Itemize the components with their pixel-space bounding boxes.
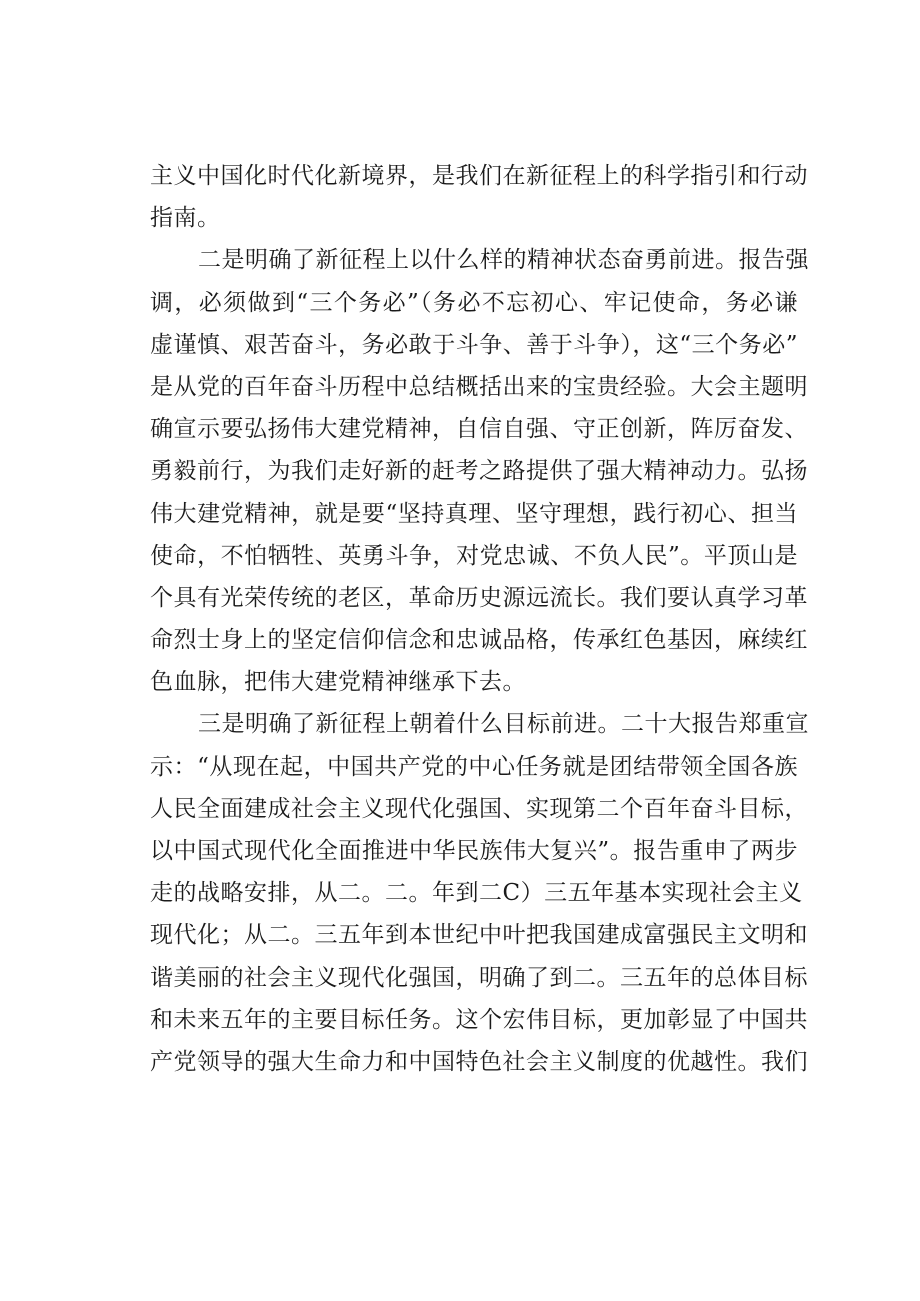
text-line: 现代化；从二。三五年到本世纪中叶把我国建成富强民主文明和 xyxy=(150,922,808,949)
text-line: 伟大建党精神，就是要“坚持真理、坚守理想，践行初心、担当 xyxy=(150,500,798,527)
text-line: 是从党的百年奋斗历程中总结概括出来的宝贵经验。大会主题明 xyxy=(150,373,808,400)
text-line: 命烈士身上的坚定信仰信念和忠诚品格，传承红色基因，麻续红 xyxy=(150,627,808,654)
text-line: 二是明确了新征程上以什么样的精神状态奋勇前进。报告强 xyxy=(198,247,809,274)
text-line: 谐美丽的社会主义现代化强国，明确了到二。三五年的总体目标 xyxy=(150,964,808,991)
text-line: 使命，不怕牺牲、英勇斗争，对党忠诚、不负人民”。平顶山是 xyxy=(150,542,798,569)
text-line: 产党领导的强大生命力和中国特色社会主义制度的优越性。我们 xyxy=(150,1048,808,1075)
text-line: 示：“从现在起，中国共产党的中心任务就是团结带领全国各族 xyxy=(150,753,798,780)
text-line: 指南。 xyxy=(150,205,221,232)
text-line: 主义中国化时代化新境界，是我们在新征程上的科学指引和行动 xyxy=(150,163,808,189)
text-line: 三是明确了新征程上朝着什么目标前进。二十大报告郑重宣 xyxy=(198,711,809,738)
text-line: 走的战略安排，从二。二。年到二C）三五年基本实现社会主义 xyxy=(150,880,803,907)
document-body xyxy=(150,155,809,1083)
text-line: 勇毅前行，为我们走好新的赶考之路提供了强大精神动力。弘扬 xyxy=(150,458,808,485)
text-line: 以中国式现代化全面推进中华民族伟大复兴”。报告重申了两步 xyxy=(150,838,798,864)
text-line: 个具有光荣传统的老区，革命历史源远流长。我们要认真学习革 xyxy=(150,584,808,611)
text-line: 虚谨慎、艰苦奋斗，务必敢于斗争、善于斗争），这“三个务必” xyxy=(150,331,798,358)
text-line: 色血脉，把伟大建党精神继承下去。 xyxy=(150,669,526,696)
text-line: 人民全面建成社会主义现代化强国、实现第二个百年奋斗目标， xyxy=(150,795,808,822)
text-line: 和未来五年的主要目标任务。这个宏伟目标，更加彰显了中国共 xyxy=(150,1006,808,1033)
text-line: 确宣示要弘扬伟大建党精神，自信自强、守正创新，阵厉奋发、 xyxy=(150,416,808,443)
text-line: 调，必须做到“三个务必”（务必不忘初心、牢记使命，务必谦 xyxy=(150,289,798,316)
